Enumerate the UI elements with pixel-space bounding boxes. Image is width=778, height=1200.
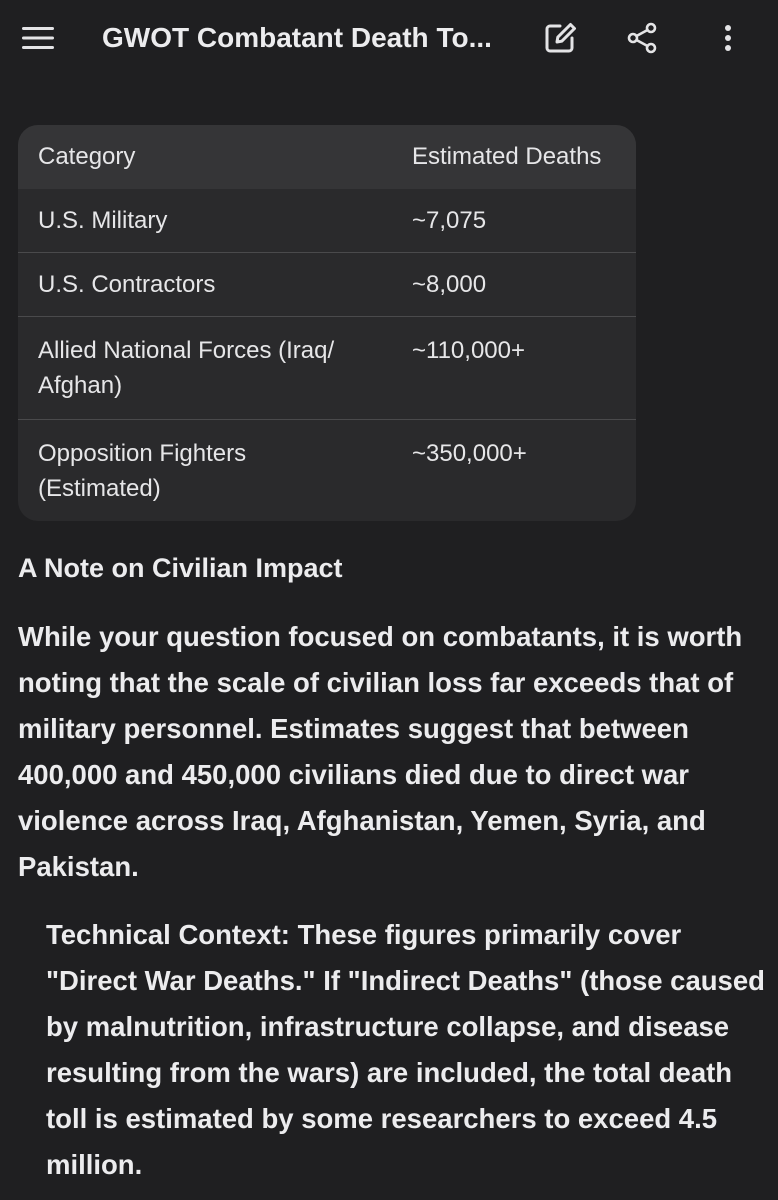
share-icon (626, 22, 658, 54)
table-row (18, 189, 636, 253)
table-row (18, 253, 636, 317)
section-heading: A Note on Civilian Impact (18, 553, 343, 583)
edit-icon (543, 21, 577, 55)
table (18, 125, 636, 521)
table-header-row (18, 125, 636, 189)
technical-context-blockquote: Technical Context: These figures primarily cover "Direct War Deaths." If "Indirect Deaths" (those caused by malnutrition, infrastructure collapse, and disease resulting from the wars) are included, the total death toll is estimated by some researchers to exceed 4.5 million. (46, 919, 765, 1180)
category-cell: Allied National Forces (Iraq/ Afghan) (38, 337, 335, 399)
category-cell: Opposition Fighters (Estimated) (38, 440, 247, 502)
more-options-button[interactable] (704, 14, 752, 62)
edit-button[interactable] (536, 14, 584, 62)
column-header-deaths: Estimated Deaths (412, 143, 602, 170)
deaths-cell: ~350,000+ (412, 440, 527, 467)
category-cell: U.S. Contractors (38, 271, 216, 298)
share-button[interactable] (618, 14, 666, 62)
top-app-bar (0, 0, 778, 76)
deaths-cell: ~110,000+ (412, 337, 526, 364)
hamburger-menu-icon (22, 26, 54, 50)
table-row (18, 420, 636, 522)
conversation-title: GWOT Combatant Death To... (102, 22, 492, 53)
casualty-table (18, 125, 636, 521)
more-vert-icon (723, 24, 733, 52)
deaths-cell: ~7,075 (412, 207, 487, 234)
menu-button[interactable] (14, 16, 62, 60)
column-header-category: Category (38, 143, 136, 170)
deaths-cell: ~8,000 (412, 271, 487, 298)
category-cell: U.S. Military (38, 207, 168, 234)
civilian-impact-paragraph: While your question focused on combatants, it is worth noting that the scale of civilian loss far exceeds that of military personnel. Estimates suggest that between 400,000 and 450,000 civilians died due to direct war violence across Iraq, Afghanistan, Yemen, Syria, and Pakistan. (18, 621, 743, 882)
table-row (18, 317, 636, 420)
